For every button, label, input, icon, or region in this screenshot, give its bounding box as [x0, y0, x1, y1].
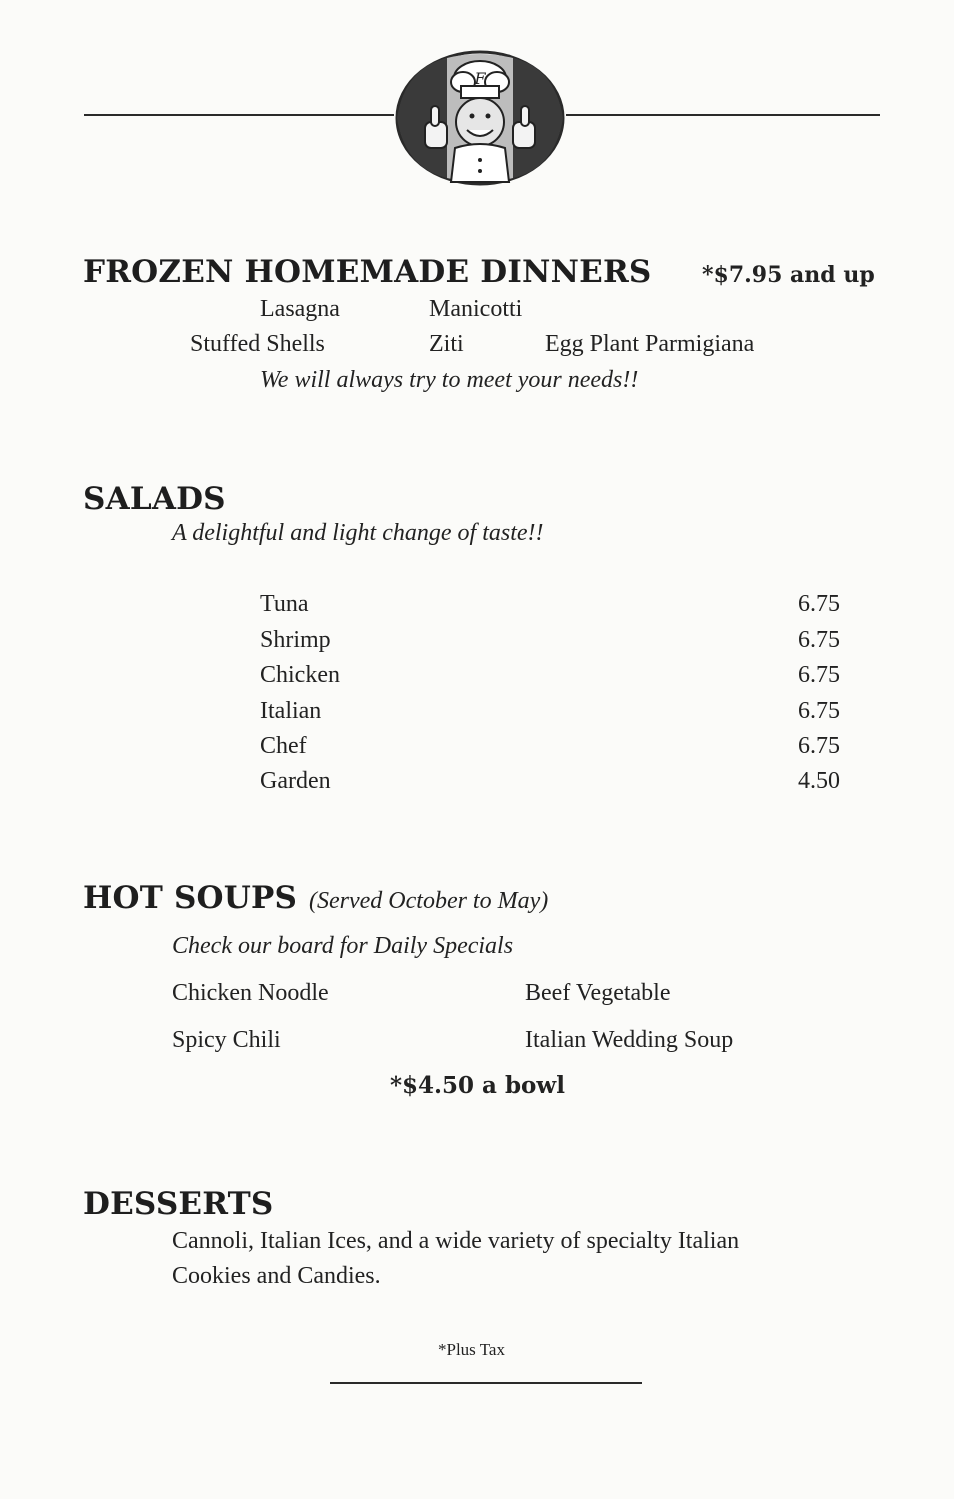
salad-item-name: Chicken [260, 662, 340, 688]
salad-item-price: 4.50 [798, 768, 840, 794]
salads-heading: SALADS [83, 481, 226, 517]
salad-item-name: Italian [260, 698, 322, 724]
frozen-note: We will always try to meet your needs!! [260, 367, 639, 393]
frozen-item: Manicotti [429, 296, 523, 322]
salad-item-price: 6.75 [798, 733, 840, 759]
chef-thumbs-up-icon [395, 50, 565, 186]
frozen-item: Stuffed Shells [190, 331, 325, 357]
header-rule-right [566, 114, 880, 116]
frozen-item: Ziti [429, 331, 464, 357]
salad-item-price: 6.75 [798, 662, 840, 688]
frozen-price: *$7.95 and up [702, 262, 875, 288]
soup-item: Spicy Chili [172, 1027, 281, 1053]
salad-item-price: 6.75 [798, 627, 840, 653]
header-rule-left [84, 114, 394, 116]
salad-item-name: Garden [260, 768, 331, 794]
soup-item: Beef Vegetable [525, 980, 671, 1006]
footer-rule [330, 1382, 642, 1384]
soups-subheading: (Served October to May) [309, 888, 549, 914]
salad-item-name: Tuna [260, 591, 309, 617]
logo-letter: F [474, 69, 486, 88]
frozen-item: Egg Plant Parmigiana [545, 331, 755, 357]
plus-tax-note: *Plus Tax [438, 1340, 505, 1359]
desserts-heading: DESSERTS [83, 1186, 274, 1222]
salads-tagline: A delightful and light change of taste!! [172, 520, 544, 546]
frozen-item: Lasagna [260, 296, 340, 322]
salad-item-price: 6.75 [798, 591, 840, 617]
soups-heading: HOT SOUPS [83, 880, 298, 916]
desserts-line2: Cookies and Candies. [172, 1263, 381, 1289]
frozen-heading: FROZEN HOMEMADE DINNERS [83, 254, 652, 290]
salad-item-name: Shrimp [260, 627, 331, 653]
salad-item-name: Chef [260, 733, 307, 759]
soup-item: Italian Wedding Soup [525, 1027, 734, 1053]
soups-note: Check our board for Daily Specials [172, 933, 514, 959]
soup-item: Chicken Noodle [172, 980, 329, 1006]
desserts-line1: Cannoli, Italian Ices, and a wide variety of specialty Italian [172, 1228, 740, 1254]
salad-item-price: 6.75 [798, 698, 840, 724]
soups-price: *$4.50 a bowl [390, 1072, 565, 1099]
